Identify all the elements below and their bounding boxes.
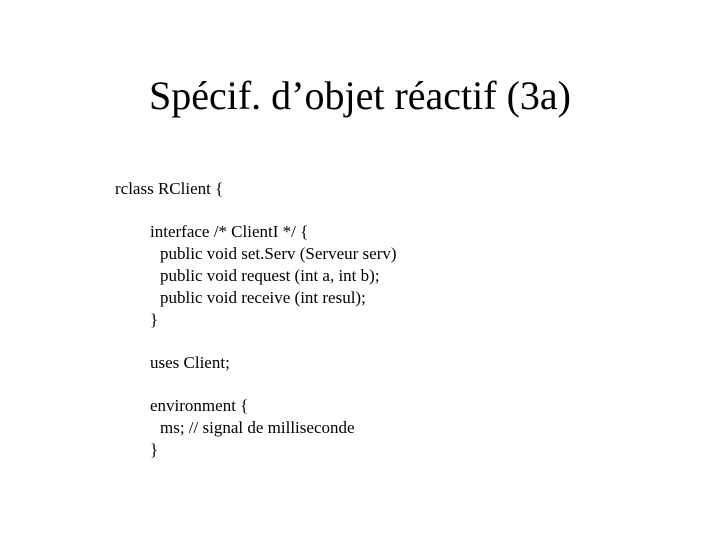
slide-title: Spécif. d’objet réactif (3a) xyxy=(148,73,571,118)
code-line-interface-close: } xyxy=(150,310,159,329)
code-line-request: public void request (int a, int b); xyxy=(160,266,380,285)
code-line-receive: public void receive (int resul); xyxy=(160,288,366,307)
code-line-interface-open: interface /* ClientI */ { xyxy=(150,222,309,241)
code-line-uses: uses Client; xyxy=(150,353,230,372)
code-line-ms-signal: ms; // signal de milliseconde xyxy=(160,418,355,437)
code-line-class-declaration: rclass RClient { xyxy=(115,179,224,198)
code-line-environment-open: environment { xyxy=(150,396,249,415)
code-line-environment-close: } xyxy=(150,440,159,459)
code-line-set-serv: public void set.Serv (Serveur serv) xyxy=(160,244,397,263)
